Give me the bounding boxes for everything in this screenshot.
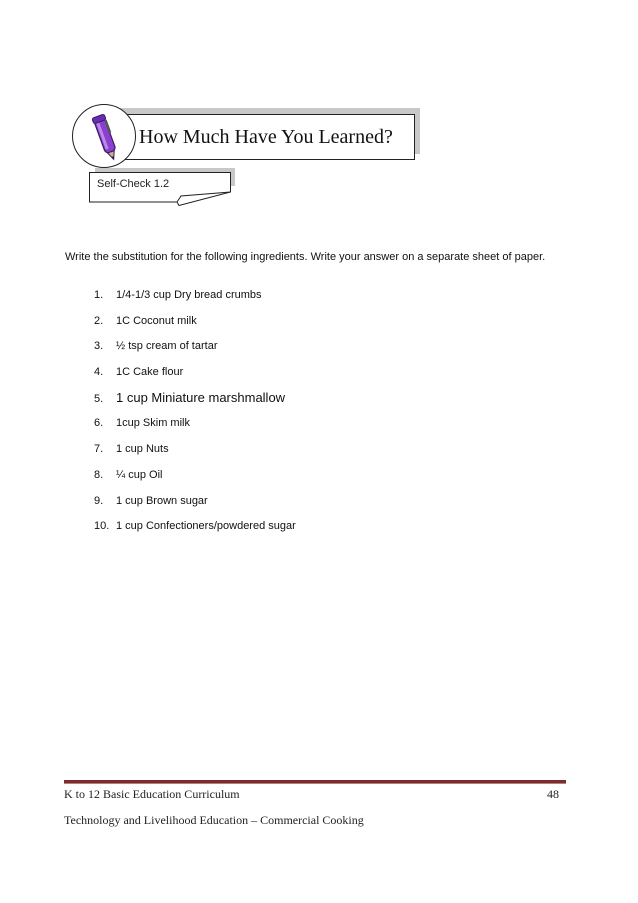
section-banner bbox=[97, 114, 415, 160]
self-check-label: Self-Check 1.2 bbox=[97, 178, 170, 190]
pen-icon bbox=[73, 105, 136, 168]
item-text: 1/4-1/3 cup Dry bread crumbs bbox=[116, 289, 262, 301]
pen-badge bbox=[72, 104, 136, 168]
self-check-tag bbox=[89, 172, 231, 206]
item-text: ½ tsp cream of tartar bbox=[116, 340, 218, 353]
item-number: 7. bbox=[94, 443, 104, 456]
page-number: 48 bbox=[547, 787, 559, 801]
footer-curriculum: K to 12 Basic Education Curriculum bbox=[64, 787, 240, 801]
item-number: 10. bbox=[94, 520, 110, 533]
footer-subject: Technology and Livelihood Education – Commercial Cooking bbox=[64, 813, 364, 827]
instructions: Write the substitution for the following ingredients. Write your answer on a separate sheet of paper. bbox=[65, 251, 546, 263]
item-text: 1 cup Confectioners/powdered sugar bbox=[116, 520, 296, 533]
list-item bbox=[94, 339, 296, 365]
item-text: 1 cup Miniature marshmallow bbox=[116, 389, 286, 405]
item-number: 6. bbox=[94, 417, 104, 430]
item-number: 9. bbox=[94, 494, 104, 507]
list-item bbox=[94, 468, 296, 494]
list-item bbox=[94, 442, 296, 468]
footer-rule bbox=[64, 780, 566, 784]
item-number: 2. bbox=[94, 314, 104, 327]
list-item bbox=[94, 519, 296, 545]
item-text: 1cup Skim milk bbox=[116, 417, 190, 430]
list-item bbox=[94, 314, 296, 340]
item-number: 3. bbox=[94, 340, 104, 353]
item-number: 5. bbox=[94, 392, 104, 405]
item-number: 8. bbox=[94, 468, 104, 481]
item-text: 1 cup Brown sugar bbox=[116, 494, 208, 507]
list-item bbox=[94, 494, 296, 520]
item-text: 1 cup Nuts bbox=[116, 443, 169, 456]
item-text: 1C Cake flour bbox=[116, 366, 184, 379]
item-text: 1C Coconut milk bbox=[116, 314, 197, 327]
item-text: ¼ cup Oil bbox=[116, 468, 163, 481]
list-item bbox=[94, 391, 296, 417]
ingredient-list bbox=[94, 288, 296, 545]
list-item bbox=[94, 365, 296, 391]
list-item bbox=[94, 288, 296, 314]
section-title: How Much Have You Learned? bbox=[139, 126, 393, 148]
item-number: 1. bbox=[94, 289, 104, 301]
list-item bbox=[94, 416, 296, 442]
item-number: 4. bbox=[94, 366, 104, 379]
